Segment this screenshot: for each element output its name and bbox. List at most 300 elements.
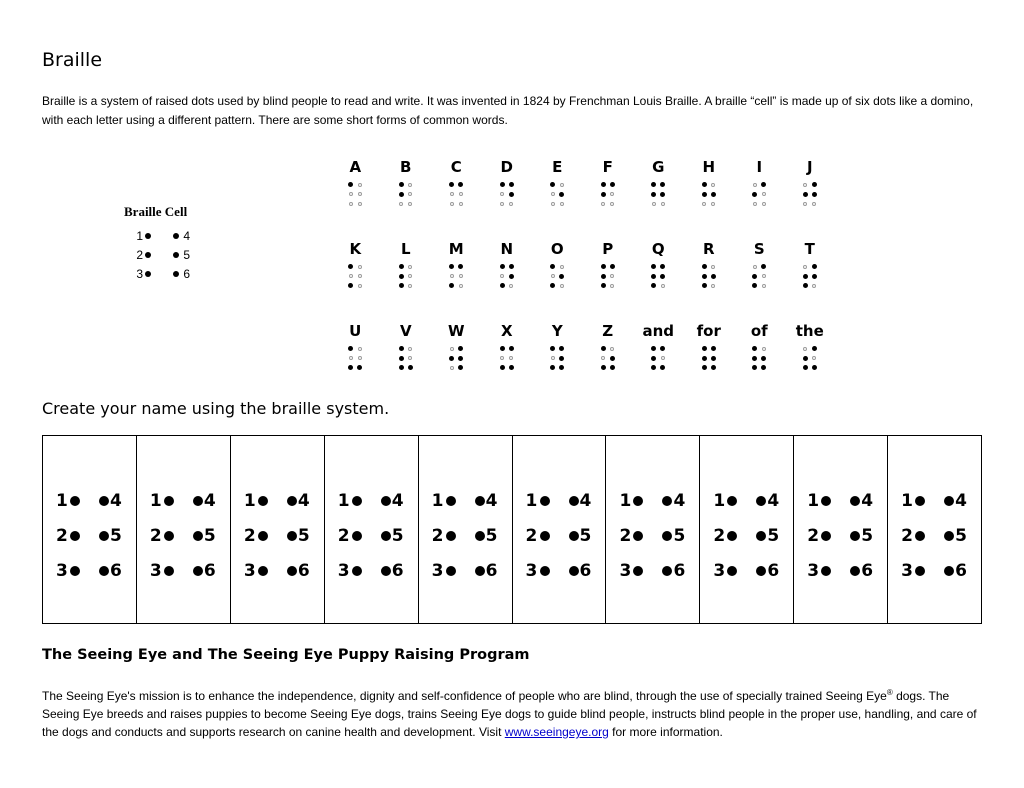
dot-icon [475,531,485,541]
raised-dot-icon [803,356,808,361]
raised-dot-icon [752,365,757,370]
raised-dot-icon [399,182,404,187]
braille-pattern-icon [346,344,364,373]
dot-icon [381,496,391,506]
braille-letter [633,320,684,402]
braille-pattern-icon [548,180,566,209]
braille-pattern-icon [750,180,768,209]
cell-number-row [901,518,981,553]
name-cell[interactable] [43,436,137,623]
letter-label: of [750,322,768,340]
raised-dot-icon [559,346,564,351]
dot-icon [540,531,550,541]
braille-letter [482,320,533,402]
empty-dot-icon [358,202,362,206]
cell-number: 4 [297,490,310,511]
raised-dot-icon [399,264,404,269]
raised-dot-icon [761,264,766,269]
cell-number: 3 [619,560,632,581]
dot-icon [99,566,109,576]
cell-number: 2 [713,525,726,546]
raised-dot-icon [348,264,353,269]
braille-letter [734,320,785,402]
braille-pattern-icon [649,344,667,373]
raised-dot-icon [812,192,817,197]
dot-icon [164,531,174,541]
empty-dot-icon [450,347,454,351]
braille-letter [583,156,634,238]
raised-dot-icon [559,192,564,197]
dot-icon [193,566,203,576]
letter-label: B [400,158,412,176]
empty-dot-icon [601,356,605,360]
cell-number: 6 [391,560,404,581]
letter-label: P [602,240,614,258]
raised-dot-icon [610,365,615,370]
cell-number: 2 [431,525,444,546]
dot-icon [850,566,860,576]
dot-icon [70,496,80,506]
empty-dot-icon [408,192,412,196]
letter-label: J [806,158,813,176]
name-cell[interactable] [513,436,607,623]
braille-letter [330,238,381,320]
cell-number: 2 [149,525,162,546]
letter-label: G [652,158,665,176]
empty-dot-icon [753,202,757,206]
braille-letter [431,238,482,320]
dot-icon [821,566,831,576]
empty-dot-icon [349,192,353,196]
letter-label: Y [551,322,563,340]
cell-number-row [619,483,699,518]
empty-dot-icon [803,265,807,269]
raised-dot-icon [761,356,766,361]
raised-dot-icon [601,365,606,370]
braille-pattern-icon [548,344,566,373]
dot-icon [633,566,643,576]
raised-dot-icon [651,192,656,197]
empty-dot-icon [408,356,412,360]
braille-letter [785,320,836,402]
dot-icon [662,531,672,541]
cell-number-row [619,518,699,553]
page-title: Braille [42,49,103,71]
empty-dot-icon [408,202,412,206]
raised-dot-icon [458,264,463,269]
empty-dot-icon [349,202,353,206]
cell-number: 5 [767,525,780,546]
letter-label: W [447,322,465,340]
empty-dot-icon [450,366,454,370]
braille-pattern-icon [346,262,364,291]
empty-dot-icon [661,284,665,288]
raised-dot-icon [660,365,665,370]
letter-label: O [550,240,564,258]
raised-dot-icon [399,192,404,197]
name-cell[interactable] [700,436,794,623]
empty-dot-icon [459,274,463,278]
legend-number: 3 [136,266,143,281]
letter-label: V [399,322,412,340]
empty-dot-icon [450,274,454,278]
braille-pattern-icon [599,262,617,291]
dot-icon [727,566,737,576]
name-cell[interactable] [231,436,325,623]
name-cell[interactable] [794,436,888,623]
empty-dot-icon [408,347,412,351]
raised-dot-icon [509,192,514,197]
dot-icon [446,566,456,576]
cell-number: 5 [203,525,216,546]
empty-dot-icon [349,274,353,278]
letter-label: the [795,322,824,340]
letter-label: E [552,158,563,176]
raised-dot-icon [601,283,606,288]
cell-number-row [56,483,136,518]
empty-dot-icon [358,274,362,278]
cell-number: 5 [579,525,592,546]
empty-dot-icon [560,284,564,288]
cell-number-row [526,553,606,588]
raised-dot-icon [458,182,463,187]
empty-dot-icon [762,192,766,196]
empty-dot-icon [753,183,757,187]
dot-icon [99,496,109,506]
cell-number-row [807,553,887,588]
braille-letter [431,320,482,402]
cell-number: 4 [673,490,686,511]
empty-dot-icon [560,202,564,206]
empty-dot-icon [711,202,715,206]
braille-cell-title: Braille Cell [124,204,188,219]
cell-number: 6 [485,560,498,581]
legend-row [134,226,190,245]
dot-icon [381,531,391,541]
cell-number: 4 [485,490,498,511]
empty-dot-icon [551,356,555,360]
braille-pattern-icon [599,180,617,209]
raised-dot-icon [509,274,514,279]
cell-number: 1 [807,490,820,511]
raised-dot-icon [812,264,817,269]
empty-dot-icon [812,202,816,206]
raised-dot-icon [752,192,757,197]
legend-number: 2 [136,247,143,262]
dot-icon [173,271,179,277]
empty-dot-icon [500,192,504,196]
cell-number-row [244,553,324,588]
cell-number-row [713,483,793,518]
cell-number: 4 [391,490,404,511]
dot-icon [352,496,362,506]
empty-dot-icon [803,347,807,351]
empty-dot-icon [702,202,706,206]
cell-number: 2 [901,525,913,546]
cell-number-row [432,553,512,588]
raised-dot-icon [702,192,707,197]
braille-pattern-icon [548,262,566,291]
name-cell[interactable] [137,436,231,623]
name-cell[interactable] [888,436,981,623]
empty-dot-icon [450,192,454,196]
dot-icon [633,496,643,506]
cell-number: 4 [579,490,592,511]
cell-number-row [619,553,699,588]
empty-dot-icon [358,265,362,269]
raised-dot-icon [812,274,817,279]
letter-label: T [804,240,815,258]
letter-label: L [400,240,411,258]
raised-dot-icon [500,346,505,351]
letter-label: D [500,158,513,176]
dot-icon [633,531,643,541]
empty-dot-icon [551,192,555,196]
cell-number: 1 [431,490,444,511]
letter-label: S [753,240,765,258]
empty-dot-icon [661,356,665,360]
raised-dot-icon [601,264,606,269]
legend-number: 5 [183,247,190,262]
raised-dot-icon [500,264,505,269]
name-cell[interactable] [419,436,513,623]
dot-icon [193,531,203,541]
legend-number: 1 [136,228,143,243]
braille-pattern-icon [801,262,819,291]
cell-number: 6 [110,560,122,581]
cell-number: 2 [525,525,538,546]
raised-dot-icon [458,365,463,370]
cell-number-row [56,553,136,588]
braille-letter [785,238,836,320]
dot-icon [569,566,579,576]
empty-dot-icon [551,274,555,278]
raised-dot-icon [702,274,707,279]
raised-dot-icon [458,346,463,351]
cell-number: 6 [673,560,686,581]
cell-number: 3 [901,560,913,581]
raised-dot-icon [711,356,716,361]
raised-dot-icon [550,365,555,370]
raised-dot-icon [752,346,757,351]
cell-number: 4 [767,490,780,511]
raised-dot-icon [711,192,716,197]
dot-icon [662,566,672,576]
cell-number: 5 [861,525,874,546]
mission-text-2: dogs. The Seeing Eye breeds and raises puppies to become Seeing Eye dogs, trains Seeing Eye dogs to guide blind people, instructs blind people in the proper use, handling, and care of the dogs and conducts and supports research on canine health and development. Visit [42,689,977,739]
cell-number-row [150,483,230,518]
cell-number-row [526,483,606,518]
cell-number: 6 [203,560,216,581]
name-cell[interactable] [325,436,419,623]
cell-number-row [150,518,230,553]
cell-number: 1 [56,490,68,511]
alphabet-row [330,156,835,238]
braille-pattern-icon [397,262,415,291]
legend-number: 6 [183,266,190,281]
cell-number: 6 [579,560,592,581]
braille-pattern-icon [700,262,718,291]
raised-dot-icon [803,283,808,288]
seeingeye-link[interactable]: www.seeingeye.org [504,725,609,739]
cell-number-row [901,553,981,588]
empty-dot-icon [610,192,614,196]
braille-letter [482,238,533,320]
cell-number: 4 [861,490,874,511]
section-title: The Seeing Eye and The Seeing Eye Puppy Raising Program [42,647,530,663]
empty-dot-icon [610,284,614,288]
empty-dot-icon [408,183,412,187]
raised-dot-icon [651,365,656,370]
dot-icon [540,496,550,506]
empty-dot-icon [509,284,513,288]
raised-dot-icon [500,365,505,370]
braille-pattern-icon [649,262,667,291]
empty-dot-icon [711,284,715,288]
cell-number: 5 [110,525,122,546]
dot-icon [70,531,80,541]
dot-icon [821,531,831,541]
raised-dot-icon [651,264,656,269]
cell-number: 5 [673,525,686,546]
braille-letter [381,320,432,402]
raised-dot-icon [761,182,766,187]
cell-number-row [526,518,606,553]
dot-icon [540,566,550,576]
empty-dot-icon [358,183,362,187]
empty-dot-icon [408,284,412,288]
registered-mark: ® [886,688,893,697]
cell-number-row [244,518,324,553]
empty-dot-icon [399,202,403,206]
braille-pattern-icon [649,180,667,209]
braille-pattern-icon [397,344,415,373]
raised-dot-icon [711,274,716,279]
letter-label: H [702,158,716,176]
raised-dot-icon [702,182,707,187]
raised-dot-icon [449,182,454,187]
dot-icon [193,496,203,506]
dot-icon [569,496,579,506]
raised-dot-icon [702,346,707,351]
braille-pattern-icon [599,344,617,373]
cell-number: 1 [149,490,162,511]
empty-dot-icon [500,274,504,278]
dot-icon [756,531,766,541]
braille-pattern-icon [750,344,768,373]
legend-number: 4 [183,228,190,243]
braille-letter [734,238,785,320]
raised-dot-icon [357,365,362,370]
empty-dot-icon [551,202,555,206]
cell-number: 6 [955,560,967,581]
empty-dot-icon [803,202,807,206]
letter-label: and [642,322,675,340]
raised-dot-icon [610,264,615,269]
raised-dot-icon [651,346,656,351]
cell-number-row [713,518,793,553]
raised-dot-icon [399,365,404,370]
raised-dot-icon [550,283,555,288]
raised-dot-icon [348,182,353,187]
dot-icon [381,566,391,576]
dot-icon [727,496,737,506]
cell-number-row [432,483,512,518]
braille-pattern-icon [498,262,516,291]
letter-label: R [702,240,715,258]
raised-dot-icon [500,182,505,187]
empty-dot-icon [753,265,757,269]
legend-row [134,245,190,264]
cell-number-row [56,518,136,553]
raised-dot-icon [399,346,404,351]
dot-icon [756,496,766,506]
empty-dot-icon [610,274,614,278]
dot-icon [662,496,672,506]
raised-dot-icon [509,346,514,351]
empty-dot-icon [560,265,564,269]
braille-letter [785,156,836,238]
dot-icon [915,566,925,576]
name-cell[interactable] [606,436,700,623]
empty-dot-icon [358,347,362,351]
raised-dot-icon [752,356,757,361]
dot-icon [446,531,456,541]
dot-icon [287,496,297,506]
dot-icon [756,566,766,576]
braille-letter [684,238,735,320]
braille-letter [381,238,432,320]
raised-dot-icon [601,274,606,279]
empty-dot-icon [358,356,362,360]
cell-number: 5 [955,525,967,546]
empty-dot-icon [459,192,463,196]
braille-letter [532,156,583,238]
raised-dot-icon [812,182,817,187]
empty-dot-icon [500,356,504,360]
braille-pattern-icon [447,180,465,209]
cell-number: 5 [297,525,310,546]
braille-letter [330,320,381,402]
dot-icon [569,531,579,541]
braille-letter [381,156,432,238]
cell-number: 1 [525,490,538,511]
empty-dot-icon [459,284,463,288]
cell-number: 3 [431,560,444,581]
raised-dot-icon [509,182,514,187]
letter-label: C [450,158,462,176]
cell-number-row [338,553,418,588]
empty-dot-icon [762,347,766,351]
cell-number: 1 [619,490,632,511]
cell-number: 4 [203,490,216,511]
raised-dot-icon [601,192,606,197]
letter-label: U [349,322,362,340]
raised-dot-icon [711,365,716,370]
cell-number: 3 [525,560,538,581]
cell-number: 6 [767,560,780,581]
letter-label: X [500,322,513,340]
name-instruction: Create your name using the braille system. [42,399,390,418]
raised-dot-icon [399,283,404,288]
dot-icon [258,496,268,506]
mission-paragraph [42,684,982,741]
raised-dot-icon [803,274,808,279]
raised-dot-icon [449,264,454,269]
empty-dot-icon [408,265,412,269]
raised-dot-icon [348,346,353,351]
dot-icon [821,496,831,506]
